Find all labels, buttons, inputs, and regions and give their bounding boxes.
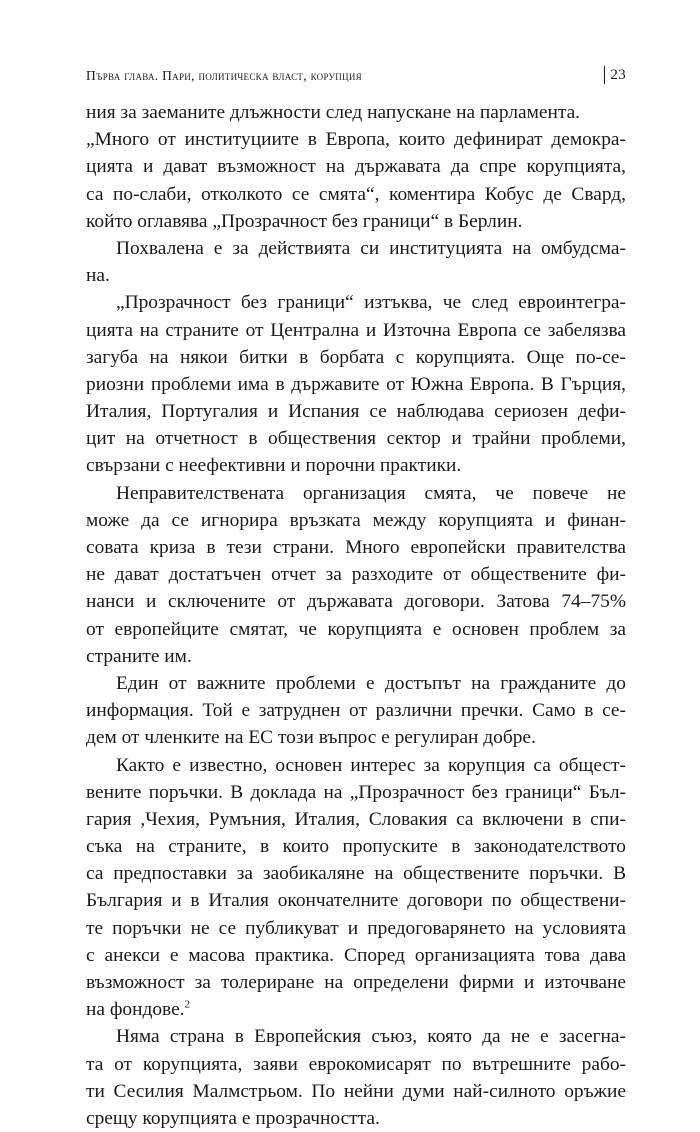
paragraph <box>86 126 626 235</box>
text-line: от европейците смятат, че корупцията е основен проблем за <box>86 618 626 640</box>
paragraph <box>86 670 626 752</box>
text-line: България и в Италия окончателните договори по обществени- <box>86 890 626 912</box>
text-line: Както е известно, основен интерес за корупция са общест- <box>116 754 626 776</box>
text-line: Един от важните проблеми е достъпът на гражданите до <box>116 672 626 694</box>
text-line: информация. Той е затруднен от различни пречки. Само в се- <box>86 700 626 722</box>
body-text <box>86 99 626 1132</box>
text-line: Няма страна в Европейския съюз, която да не е засегна- <box>116 1026 626 1048</box>
text-line: Похвалена е за действията си институцията на омбудсма- <box>116 237 626 259</box>
text-line: свързани с неефективни и порочни практики. <box>86 455 462 477</box>
text-line: срещу корупцията е прозрачността. <box>86 1107 380 1129</box>
text-line: риозни проблеми има в държавите от Южна Европа. В Гърция, <box>86 373 626 395</box>
footnote-reference[interactable]: 2 <box>184 998 191 1011</box>
header-divider <box>604 66 605 84</box>
text-line: „Много от институциите в Европа, които дефинират демокра- <box>86 129 626 151</box>
text-line: който оглавява „Прозрачност без граници“ в Берлин. <box>86 210 523 232</box>
text-line-with-footnote <box>86 996 626 1023</box>
running-header <box>86 66 626 88</box>
paragraph <box>86 235 626 289</box>
text-line: цията и дават възможност на държавата да спре корупцията, <box>86 156 626 178</box>
text-line: вените поръчки. В доклада на „Прозрачност без граници“ Бъл- <box>86 781 626 803</box>
text-line: съка на страните, в които пропуските в законодателството <box>86 836 626 858</box>
text-line: цията на страните от Централна и Източна Европа се забелязва <box>86 319 626 341</box>
text-line: те поръчки не се публикуват и предоговарянето на условията <box>86 917 626 939</box>
paragraph <box>86 99 626 126</box>
text-line: ти Сесилия Малмстрьом. По нейни думи най-силното оръжие <box>86 1080 626 1102</box>
text-line: не дават достатъчен отчет за разходите от обществените фи- <box>86 564 626 586</box>
text-line: дем от членките на ЕС този въпрос е регулиран добре. <box>86 727 536 749</box>
text-line: страните им. <box>86 645 192 667</box>
text-line: ния за заеманите длъжности след напускане на парламента. <box>86 102 581 123</box>
text-line: на. <box>86 265 110 287</box>
text-line: загуба на някои битки в борбата с корупцията. Още по-се- <box>86 346 626 368</box>
text-line: совата криза в тези страни. Много европейски правителства <box>86 537 626 558</box>
text-line: гария ,Чехия, Румъния, Италия, Словакия са включени в спи- <box>86 808 626 830</box>
page-number: 23 <box>610 66 626 83</box>
text-line: на фондове. <box>86 999 185 1021</box>
text-line: възможност за толериране на определени фирми и източване <box>86 972 626 993</box>
text-line: са по-слаби, отколкото се смята“, коментира Кобус де Свард, <box>86 183 626 205</box>
text-line: Италия, Португалия и Испания се наблюдава сериозен дефи- <box>86 401 626 423</box>
text-line: нанси и сключените от държавата договори. Затова 74–75% <box>86 591 626 613</box>
text-line: са предпоставки за заобикаляне на обществените поръчки. В <box>86 863 626 885</box>
text-line: та от корупцията, заяви еврокомисарят по вътрешните рабо- <box>86 1053 626 1075</box>
paragraph <box>86 289 626 479</box>
paragraph <box>86 1023 626 1132</box>
text-line: „Прозрачност без граници“ изтъква, че след евроинтегра- <box>116 292 626 314</box>
page-number-block <box>604 66 626 84</box>
paragraph <box>86 752 626 1024</box>
text-line: Неправителствената организация смята, че повече не <box>116 482 626 504</box>
text-line: може да се игнорира връзката между корупцията и финан- <box>86 509 626 531</box>
text-line: с анекси е масова практика. Според организацията това дава <box>86 944 626 966</box>
running-title: Първа глава. Пари, политическа власт, корупция <box>86 68 362 83</box>
text-line: цит на отчетност в обществения сектор и трайни проблеми, <box>86 428 626 450</box>
paragraph <box>86 480 626 670</box>
